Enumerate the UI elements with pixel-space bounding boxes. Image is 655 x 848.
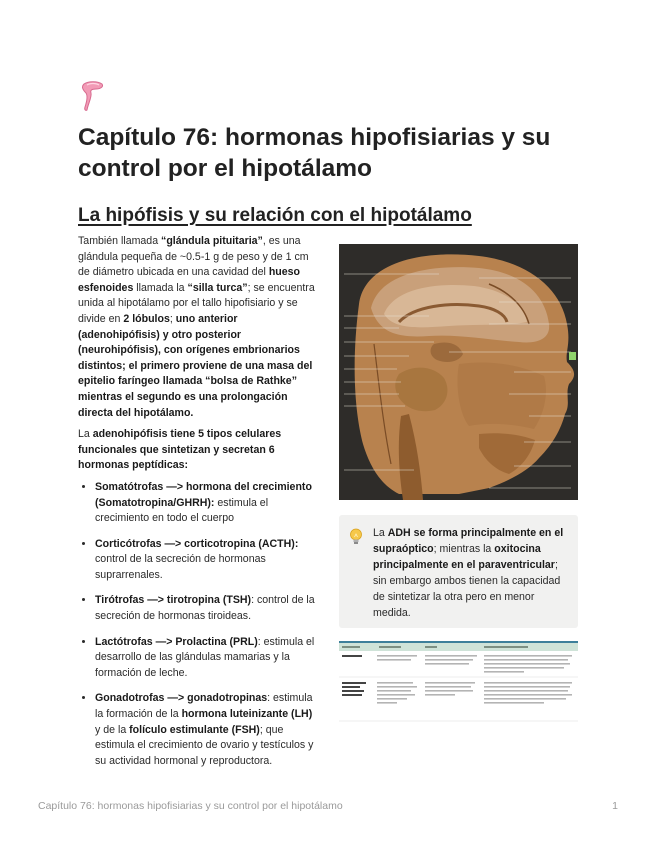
hormone-table-image — [339, 641, 578, 723]
table-thumbnail — [339, 641, 578, 723]
list-item: • Corticótrofas —> corticotropina (ACTH): control de la secreción de hormonas suprarrenales. — [95, 537, 318, 584]
lightbulb-icon — [349, 528, 363, 546]
left-column — [78, 234, 318, 779]
cell-types-list — [78, 480, 318, 770]
tooth-emoji-icon — [78, 80, 106, 112]
intro-paragraph: También llamada “glándula pituitaria”, es una glándula pequeña de ~0.5-1 g de peso y de 1 cm de diámetro ubicada en una cavidad del hueso esfenoides llamada la “silla turca”; se encuentra unida al hipotálamo por el tallo hipofisiario y se divide en 2 lóbulos; uno anterior (adenohipófisis) y otro posterior (neurohipófisis), con orígenes embrionarios distintos; el primero proviene de una masa del epitelio faríngeo llamada “bolsa de Rathke” mientras el segundo es una prolongación directa del hipotálamo. — [78, 235, 315, 419]
anatomy-figure — [339, 244, 578, 500]
page-title: Capítulo 76: hormonas hipofisiarias y su control por el hipotálamo — [78, 124, 551, 182]
footer-title: Capítulo 76: hormonas hipofisiarias y su control por el hipotálamo — [38, 800, 343, 812]
page-number: 1 — [612, 800, 618, 812]
list-item: • Gonadotrofas —> gonadotropinas: estimula la formación de la hormona luteinizante (LH) y de la folículo estimulante (FSH); que estimula el crecimiento de ovario y testículos y su actividad hormonal y reproductora. — [95, 691, 318, 769]
page-footer — [38, 800, 618, 812]
adeno-paragraph: La adenohipófisis tiene 5 tipos celulares funcionales que sintetizan y secretan 6 hormonas peptídicas: — [78, 428, 282, 472]
sagittal-head-section-image — [339, 244, 578, 500]
callout-box — [339, 515, 578, 628]
list-item: • Somatótrofas —> hormona del crecimiento (Somatotropina/GHRH): estimula el crecimiento en todo el cuerpo — [95, 480, 318, 527]
callout-text: La ADH se forma principalmente en el supraóptico; mientras la oxitocina principalmente en el paraventricular; sin embargo ambos tienen la capacidad de sintetizar la otra pero en menor medida. — [373, 527, 564, 619]
list-item: • Tirótrofas —> tirotropina (TSH): control de la secreción de hormonas tiroideas. — [95, 593, 318, 624]
section-title: La hipófisis y su relación con el hipotálamo — [78, 205, 472, 226]
list-item: • Lactótrofas —> Prolactina (PRL): estimula el desarrollo de las glándulas mamarias y la formación de leche. — [95, 635, 318, 682]
